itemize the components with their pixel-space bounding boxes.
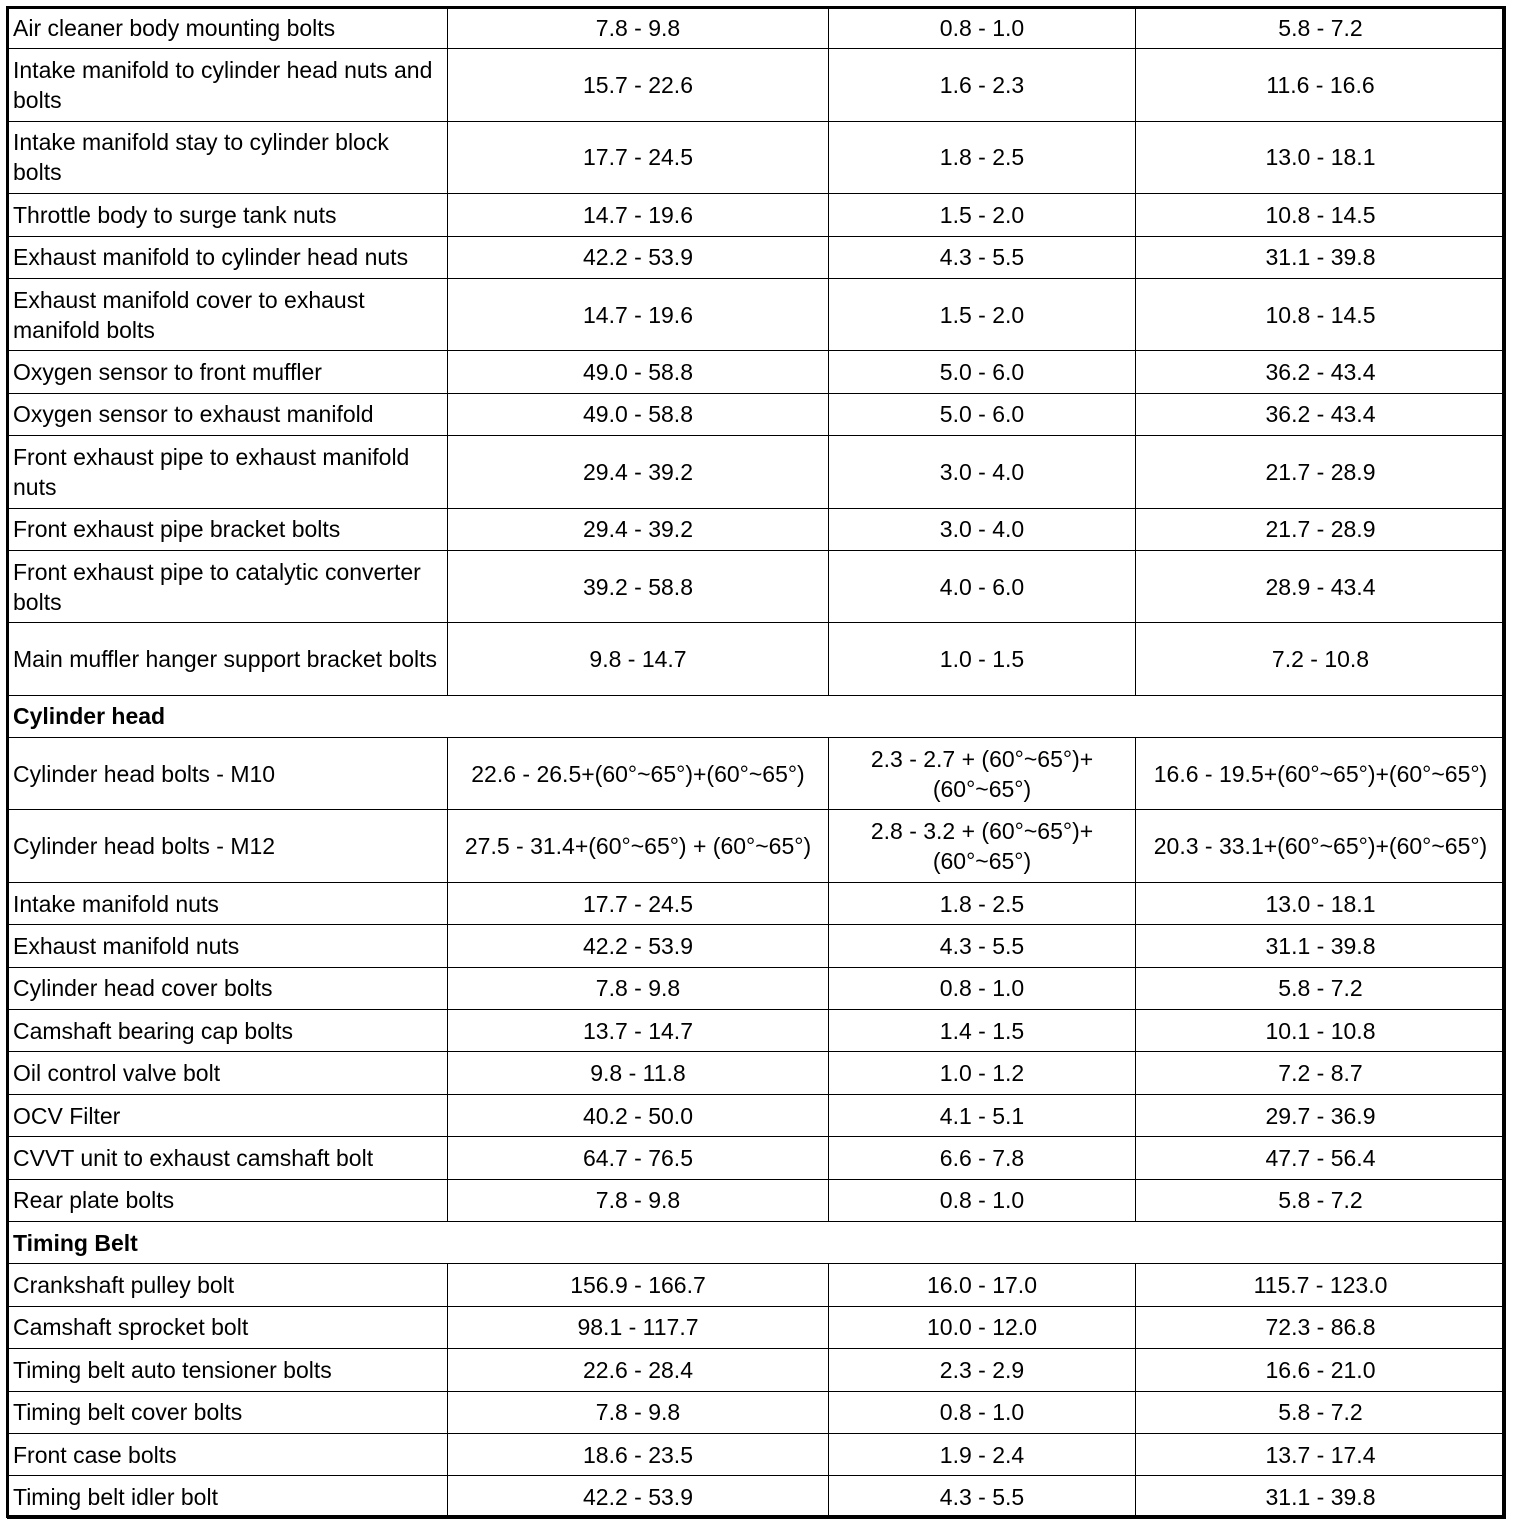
torque-nm-cell: 7.8 - 9.8 — [448, 967, 829, 1009]
torque-kgfm-cell: 4.3 - 5.5 — [829, 236, 1136, 278]
torque-kgfm-cell: 0.8 - 1.0 — [829, 7, 1136, 49]
torque-kgfm-cell: 2.3 - 2.9 — [829, 1349, 1136, 1391]
torque-kgfm-cell: 4.0 - 6.0 — [829, 550, 1136, 622]
torque-nm-cell: 7.8 - 9.8 — [448, 1179, 829, 1221]
torque-lbft-cell: 47.7 - 56.4 — [1136, 1137, 1506, 1179]
item-name-cell: Oxygen sensor to exhaust manifold — [8, 393, 448, 435]
torque-nm-cell: 64.7 - 76.5 — [448, 1137, 829, 1179]
torque-nm-cell: 7.8 - 9.8 — [448, 1391, 829, 1433]
torque-nm-cell: 9.8 - 14.7 — [448, 623, 829, 695]
torque-lbft-cell: 7.2 - 8.7 — [1136, 1052, 1506, 1094]
torque-kgfm-cell: 4.3 - 5.5 — [829, 1476, 1136, 1518]
item-name-cell: OCV Filter — [8, 1094, 448, 1136]
torque-kgfm-cell: 1.0 - 1.2 — [829, 1052, 1136, 1094]
torque-kgfm-cell: 5.0 - 6.0 — [829, 393, 1136, 435]
item-name-cell: Cylinder head cover bolts — [8, 967, 448, 1009]
item-name-cell: Camshaft bearing cap bolts — [8, 1010, 448, 1052]
torque-nm-cell: 18.6 - 23.5 — [448, 1433, 829, 1475]
torque-lbft-cell: 13.0 - 18.1 — [1136, 882, 1506, 924]
item-name-cell: CVVT unit to exhaust camshaft bolt — [8, 1137, 448, 1179]
torque-kgfm-cell: 4.1 - 5.1 — [829, 1094, 1136, 1136]
torque-lbft-cell: 29.7 - 36.9 — [1136, 1094, 1506, 1136]
torque-lbft-cell: 13.0 - 18.1 — [1136, 121, 1506, 193]
torque-lbft-cell: 16.6 - 21.0 — [1136, 1349, 1506, 1391]
torque-kgfm-cell: 2.8 - 3.2 + (60°~65°)+ (60°~65°) — [829, 810, 1136, 882]
torque-nm-cell: 7.8 - 9.8 — [448, 7, 829, 49]
torque-nm-cell: 42.2 - 53.9 — [448, 1476, 829, 1518]
torque-nm-cell: 27.5 - 31.4+(60°~65°) + (60°~65°) — [448, 810, 829, 882]
torque-nm-cell: 15.7 - 22.6 — [448, 49, 829, 121]
item-name-cell: Rear plate bolts — [8, 1179, 448, 1221]
section-title: Cylinder head — [8, 695, 1506, 737]
torque-lbft-cell: 16.6 - 19.5+(60°~65°)+(60°~65°) — [1136, 738, 1506, 810]
torque-nm-cell: 9.8 - 11.8 — [448, 1052, 829, 1094]
torque-kgfm-cell: 1.5 - 2.0 — [829, 278, 1136, 350]
torque-kgfm-cell: 1.0 - 1.5 — [829, 623, 1136, 695]
section-title: Timing Belt — [8, 1221, 1506, 1263]
item-name-cell: Cylinder head bolts - M10 — [8, 738, 448, 810]
torque-kgfm-cell: 1.4 - 1.5 — [829, 1010, 1136, 1052]
torque-nm-cell: 14.7 - 19.6 — [448, 278, 829, 350]
item-name-cell: Timing belt idler bolt — [8, 1476, 448, 1518]
item-name-cell: Intake manifold nuts — [8, 882, 448, 924]
torque-kgfm-cell: 6.6 - 7.8 — [829, 1137, 1136, 1179]
torque-kgfm-cell: 1.5 - 2.0 — [829, 194, 1136, 236]
torque-nm-cell: 22.6 - 28.4 — [448, 1349, 829, 1391]
torque-kgfm-cell: 0.8 - 1.0 — [829, 967, 1136, 1009]
torque-nm-cell: 13.7 - 14.7 — [448, 1010, 829, 1052]
torque-lbft-cell: 20.3 - 33.1+(60°~65°)+(60°~65°) — [1136, 810, 1506, 882]
torque-kgfm-cell: 2.3 - 2.7 + (60°~65°)+ (60°~65°) — [829, 738, 1136, 810]
torque-kgfm-cell: 4.3 - 5.5 — [829, 925, 1136, 967]
item-name-cell: Timing belt cover bolts — [8, 1391, 448, 1433]
torque-lbft-cell: 13.7 - 17.4 — [1136, 1433, 1506, 1475]
item-name-cell: Timing belt auto tensioner bolts — [8, 1349, 448, 1391]
item-name-cell: Crankshaft pulley bolt — [8, 1264, 448, 1306]
item-name-cell: Throttle body to surge tank nuts — [8, 194, 448, 236]
item-name-cell: Front exhaust pipe to exhaust manifold nuts — [8, 436, 448, 508]
torque-nm-cell: 49.0 - 58.8 — [448, 393, 829, 435]
item-name-cell: Front exhaust pipe bracket bolts — [8, 508, 448, 550]
item-name-cell: Main muffler hanger support bracket bolts — [8, 623, 448, 695]
torque-nm-cell: 49.0 - 58.8 — [448, 351, 829, 393]
torque-nm-cell: 14.7 - 19.6 — [448, 194, 829, 236]
torque-nm-cell: 29.4 - 39.2 — [448, 436, 829, 508]
torque-lbft-cell: 115.7 - 123.0 — [1136, 1264, 1506, 1306]
torque-lbft-cell: 10.8 - 14.5 — [1136, 278, 1506, 350]
item-name-cell: Intake manifold stay to cylinder block bolts — [8, 121, 448, 193]
torque-lbft-cell: 5.8 - 7.2 — [1136, 7, 1506, 49]
table-outer-border — [6, 6, 1505, 1518]
torque-lbft-cell: 21.7 - 28.9 — [1136, 508, 1506, 550]
torque-kgfm-cell: 1.8 - 2.5 — [829, 121, 1136, 193]
torque-kgfm-cell: 0.8 - 1.0 — [829, 1179, 1136, 1221]
torque-lbft-cell: 31.1 - 39.8 — [1136, 1476, 1506, 1518]
torque-lbft-cell: 31.1 - 39.8 — [1136, 236, 1506, 278]
torque-nm-cell: 17.7 - 24.5 — [448, 882, 829, 924]
torque-nm-cell: 39.2 - 58.8 — [448, 550, 829, 622]
item-name-cell: Front exhaust pipe to catalytic converter bolts — [8, 550, 448, 622]
item-name-cell: Oxygen sensor to front muffler — [8, 351, 448, 393]
torque-nm-cell: 98.1 - 117.7 — [448, 1306, 829, 1348]
torque-kgfm-cell: 16.0 - 17.0 — [829, 1264, 1136, 1306]
item-name-cell: Oil control valve bolt — [8, 1052, 448, 1094]
item-name-cell: Cylinder head bolts - M12 — [8, 810, 448, 882]
torque-lbft-cell: 10.8 - 14.5 — [1136, 194, 1506, 236]
torque-lbft-cell: 31.1 - 39.8 — [1136, 925, 1506, 967]
item-name-cell: Exhaust manifold to cylinder head nuts — [8, 236, 448, 278]
torque-nm-cell: 22.6 - 26.5+(60°~65°)+(60°~65°) — [448, 738, 829, 810]
item-name-cell: Intake manifold to cylinder head nuts and bolts — [8, 49, 448, 121]
torque-lbft-cell: 5.8 - 7.2 — [1136, 967, 1506, 1009]
item-name-cell: Air cleaner body mounting bolts — [8, 7, 448, 49]
torque-kgfm-cell: 0.8 - 1.0 — [829, 1391, 1136, 1433]
torque-nm-cell: 42.2 - 53.9 — [448, 925, 829, 967]
torque-kgfm-cell: 1.8 - 2.5 — [829, 882, 1136, 924]
torque-kgfm-cell: 1.6 - 2.3 — [829, 49, 1136, 121]
torque-lbft-cell: 5.8 - 7.2 — [1136, 1179, 1506, 1221]
torque-nm-cell: 40.2 - 50.0 — [448, 1094, 829, 1136]
item-name-cell: Exhaust manifold cover to exhaust manifold bolts — [8, 278, 448, 350]
torque-lbft-cell: 36.2 - 43.4 — [1136, 351, 1506, 393]
torque-nm-cell: 42.2 - 53.9 — [448, 236, 829, 278]
torque-lbft-cell: 5.8 - 7.2 — [1136, 1391, 1506, 1433]
torque-nm-cell: 29.4 - 39.2 — [448, 508, 829, 550]
torque-kgfm-cell: 10.0 - 12.0 — [829, 1306, 1136, 1348]
torque-lbft-cell: 21.7 - 28.9 — [1136, 436, 1506, 508]
torque-kgfm-cell: 5.0 - 6.0 — [829, 351, 1136, 393]
torque-kgfm-cell: 3.0 - 4.0 — [829, 508, 1136, 550]
torque-lbft-cell: 28.9 - 43.4 — [1136, 550, 1506, 622]
torque-kgfm-cell: 1.9 - 2.4 — [829, 1433, 1136, 1475]
torque-lbft-cell: 10.1 - 10.8 — [1136, 1010, 1506, 1052]
item-name-cell: Exhaust manifold nuts — [8, 925, 448, 967]
item-name-cell: Front case bolts — [8, 1433, 448, 1475]
torque-kgfm-cell: 3.0 - 4.0 — [829, 436, 1136, 508]
item-name-cell: Camshaft sprocket bolt — [8, 1306, 448, 1348]
torque-lbft-cell: 72.3 - 86.8 — [1136, 1306, 1506, 1348]
torque-lbft-cell: 36.2 - 43.4 — [1136, 393, 1506, 435]
torque-lbft-cell: 11.6 - 16.6 — [1136, 49, 1506, 121]
torque-lbft-cell: 7.2 - 10.8 — [1136, 623, 1506, 695]
torque-nm-cell: 17.7 - 24.5 — [448, 121, 829, 193]
torque-nm-cell: 156.9 - 166.7 — [448, 1264, 829, 1306]
